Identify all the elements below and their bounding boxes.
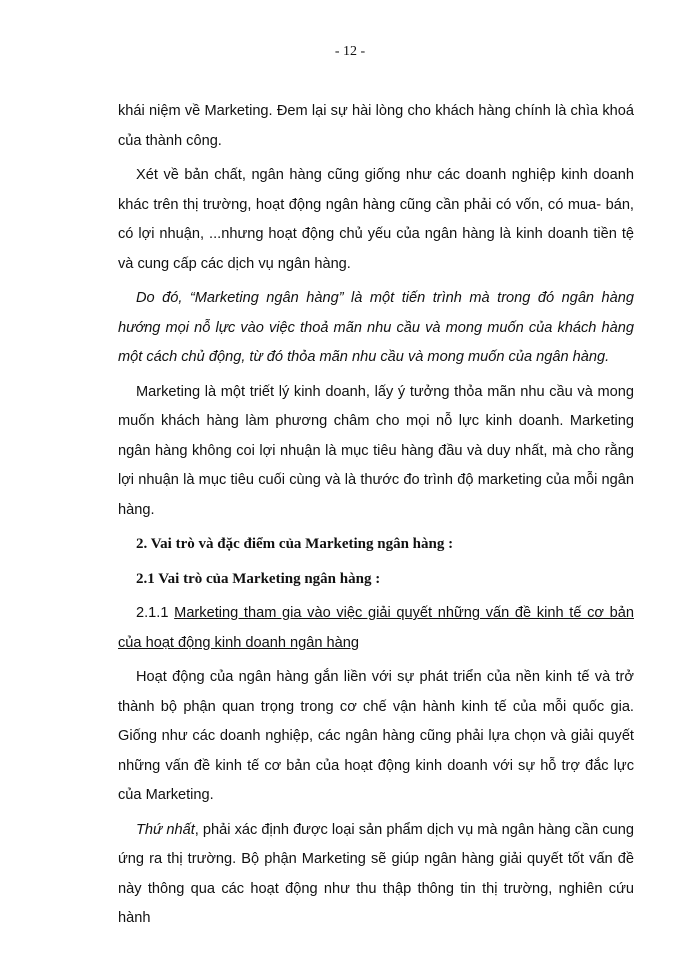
document-body <box>118 97 634 939</box>
paragraph-6 <box>118 816 634 934</box>
subsubsection-2-1-1 <box>118 599 634 658</box>
subsubsection-number: 2.1.1 <box>136 605 169 621</box>
section-heading-2: 2. Vai trò và đặc điểm của Marketing ngân hàng : <box>136 536 454 552</box>
paragraph-5: Hoạt động của ngân hàng gắn liền với sự phát triển của nền kinh tế và trở thành bộ phận quan trọng trong cơ chế vận hành kinh tế của mỗi quốc gia. Giống như các doanh nghiệp, các ngân hàng cũng phải lựa chọn và giải quyết những vấn đề kinh tế cơ bản của hoạt động kinh doanh với sự hỗ trợ đắc lực của Marketing. <box>118 669 634 803</box>
paragraph-4: Marketing là một triết lý kinh doanh, lấy ý tưởng thỏa mãn nhu cầu và mong muốn khách hàng làm phương châm cho mọi nỗ lực kinh doanh. Marketing ngân hàng không coi lợi nhuận là mục tiêu hàng đầu và duy nhất, mà cho rằng lợi nhuận là mục tiêu cuối cùng và là thước đo trình độ marketing của mỗi ngân hàng. <box>118 383 634 518</box>
paragraph-6-lead: Thứ nhất <box>136 821 195 838</box>
paragraph-1: khái niệm về Marketing. Đem lại sự hài lòng cho khách hàng chính là chìa khoá của thành công. <box>118 103 634 149</box>
paragraph-3-definition: Do đó, “Marketing ngân hàng” là một tiến trình mà trong đó ngân hàng hướng mọi nỗ lực vào việc thoả mãn nhu cầu và mong muốn của khách hàng một cách chủ động, từ đó thỏa mãn nhu cầu và mong muốn của ngân hàng. <box>118 290 634 365</box>
page-number: - 12 - <box>334 44 366 59</box>
subsubsection-title: Marketing tham gia vào việc giải quyết những vấn đề kinh tế cơ bản của hoạt động kinh doanh ngân hàng <box>118 605 634 651</box>
paragraph-6-text: , phải xác định được loại sản phẩm dịch vụ mà ngân hàng cần cung ứng ra thị trường. Bộ phận Marketing sẽ giúp ngân hàng giải quyết tốt vấn đề này thông qua các hoạt động như thu thập thông tin thị trường, nghiên cứu hành <box>118 821 634 926</box>
paragraph-2: Xét về bản chất, ngân hàng cũng giống như các doanh nghiệp kinh doanh khác trên thị trường, hoạt động ngân hàng cũng cần phải có vốn, có mua- bán, có lợi nhuận, ...nhưng hoạt động chủ yếu của ngân hàng là kinh doanh tiền tệ và cung cấp các dịch vụ ngân hàng. <box>118 167 634 272</box>
subsection-heading-2-1: 2.1 Vai trò của Marketing ngân hàng : <box>136 570 381 587</box>
